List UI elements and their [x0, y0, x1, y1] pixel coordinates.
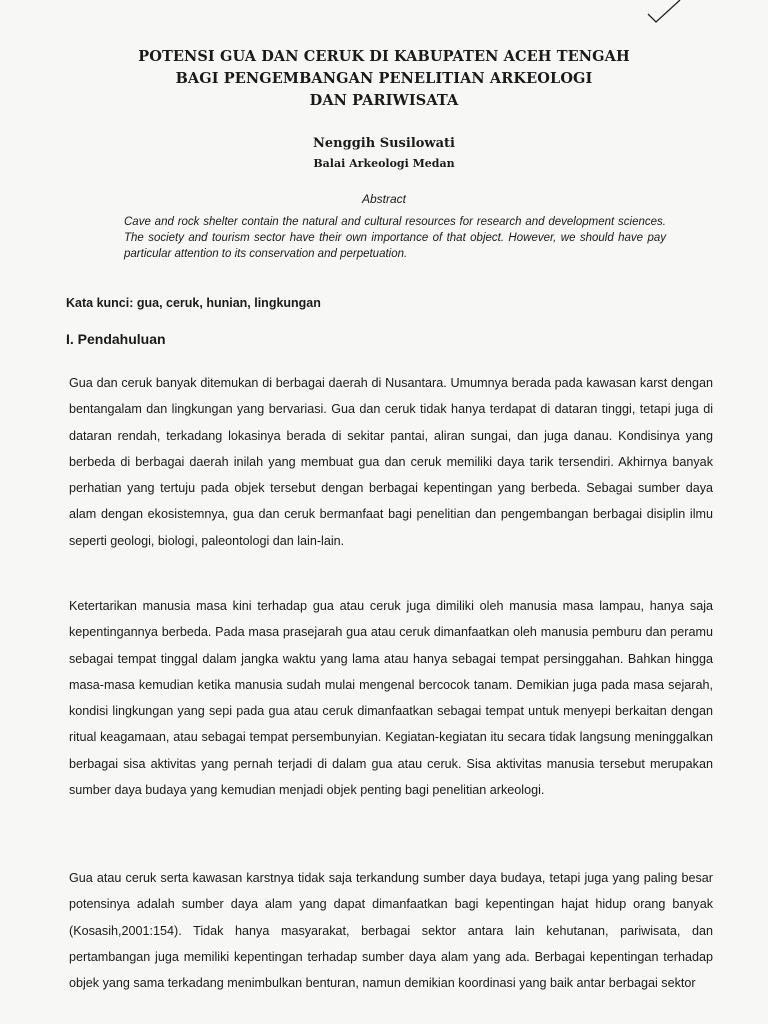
body-paragraph: Gua atau ceruk serta kawasan karstnya tidak saja terkandung sumber daya budaya, tetapi juga yang paling besar potensinya adalah sumber daya alam yang dapat dimanfaatkan bagi kepentingan hajat hidup orang banyak (Kosasih,2001:154). Tidak hanya masyarakat, berbagai sektor antara lain kehutanan, pariwisata, dan pertambangan juga memiliki kepentingan terhadap sumber daya alam yang ada. Berbagai kepentingan terhadap objek yang sama terkadang menimbulkan benturan, namun demikian koordinasi yang baik antar berbagai sektor: [69, 871, 713, 991]
title-line: DAN PARIWISATA: [309, 92, 459, 109]
checkmark-icon: [640, 0, 690, 30]
document-title: [60, 46, 708, 112]
author-affiliation: Balai Arkeologi Medan: [313, 157, 455, 170]
abstract-text: Cave and rock shelter contain the natural and cultural resources for research and development sciences. The society and tourism sector have their own importance of that object. However, we should have pay particular attention to its conservation and perpetuation.: [124, 216, 666, 260]
keywords: Kata kunci: gua, ceruk, hunian, lingkungan: [66, 296, 321, 310]
title-line: BAGI PENGEMBANGAN PENELITIAN ARKEOLOGI: [175, 70, 593, 87]
title-line: POTENSI GUA DAN CERUK DI KABUPATEN ACEH TENGAH: [138, 48, 630, 65]
author-name: Nenggih Susilowati: [313, 136, 455, 151]
body-paragraph: Gua dan ceruk banyak ditemukan di berbagai daerah di Nusantara. Umumnya berada pada kawasan karst dengan bentangalam dan lingkungan yang bervariasi. Gua dan ceruk tidak hanya terdapat di dataran tinggi, tetapi juga di dataran rendah, terkadang lokasinya berada di sekitar pantai, aliran sungai, dan juga danau. Kondisinya yang berbeda di berbagai daerah inilah yang membuat gua dan ceruk memiliki daya tarik tersendiri. Akhirnya banyak perhatian yang tertuju pada objek tersebut dengan berbagai kepentingan yang berbeda. Sebagai sumber daya alam dengan ekosistemnya, gua dan ceruk bermanfaat bagi penelitian dan pengembangan berbagai disiplin ilmu seperti geologi, biologi, paleontologi dan lain-lain.: [69, 376, 713, 548]
body-paragraph: Ketertarikan manusia masa kini terhadap gua atau ceruk juga dimiliki oleh manusia masa lampau, hanya saja kepentingannya berbeda. Pada masa prasejarah gua atau ceruk dimanfaatkan oleh manusia pemburu dan peramu sebagai tempat tinggal dalam jangka waktu yang lama atau hanya sebagai tempat persinggahan. Bahkan hingga masa-masa kemudian ketika manusia sudah mulai mengenal bercocok tanam. Demikian juga pada masa sejarah, kondisi lingkungan yang sepi pada gua atau ceruk dimanfaatkan sebagai tempat untuk menyepi berkaitan dengan ritual keagamaan, atau sebagai tempat persembunyian. Kegiatan-kegiatan itu secara tidak langsung meninggalkan berbagai sisa aktivitas yang pernah terjadi di dalam gua atau ceruk. Sisa aktivitas manusia tersebut merupakan sumber daya budaya yang kemudian menjadi objek penting bagi penelitian arkeologi.: [69, 599, 713, 798]
section-heading: I. Pendahuluan: [66, 331, 166, 347]
abstract-heading: Abstract: [361, 192, 406, 206]
